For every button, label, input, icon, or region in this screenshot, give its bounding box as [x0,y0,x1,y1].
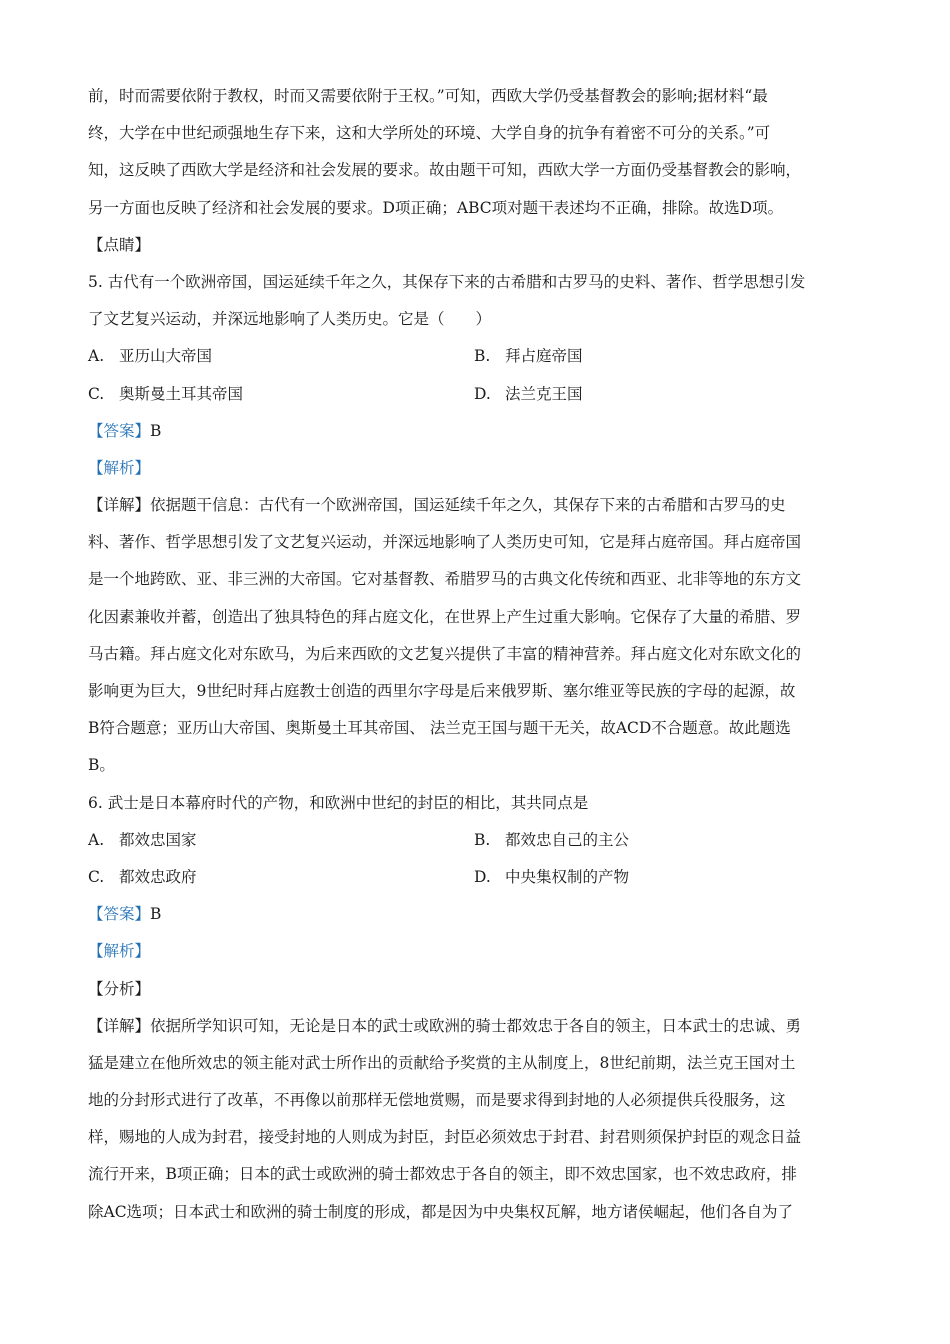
question-5-options-row [88,376,860,413]
detail-line [88,1008,860,1045]
option-b [474,338,860,375]
detail-line: 马古籍。拜占庭文化对东欧马，为后来西欧的文艺复兴提供了丰富的精神营养。拜占庭文化对东欧文化的 [88,644,802,663]
document-page [88,78,860,1231]
option-a [88,338,474,375]
answer-value: B [150,905,162,924]
detail-line: B。 [88,756,115,775]
option-letter: B. [474,347,491,366]
option-text: 都效忠国家 [118,830,197,849]
analysis-tag: 【解析】 [88,942,151,961]
detail-line: 是一个地跨欧、亚、非三洲的大帝国。它对基督教、希腊罗马的古典文化传统和西亚、北非等地的东方文 [88,570,802,589]
option-letter: D. [474,384,491,403]
option-letter: C. [88,384,105,403]
answer-line [88,413,860,450]
question-6-options-row [88,859,860,896]
option-letter: D. [474,867,491,886]
text-line: 另一方面也反映了经济和社会发展的要求。D项正确；ABC项对题干表述均不正确，排除。故选D项。 [88,198,784,217]
detail-line: 料、著作、哲学思想引发了文艺复兴运动，并深远地影响了人类历史可知，它是拜占庭帝国。拜占庭帝国 [88,533,802,552]
text-line: 前，时而需要依附于教权，时而又需要依附于王权。”可知，西欧大学仍受基督教会的影响;据材料“最 [88,87,768,105]
detail-text: 依据所学知识可知，无论是日本的武士或欧洲的骑士都效忠于各自的领主，日本武士的忠诚、勇 [150,1016,802,1035]
detail-line: 地的分封形式进行了改革，不再像以前那样无偿地赏赐，而是要求得到封地的人必须提供兵役服务，这 [88,1091,786,1110]
fenxi-line [88,971,860,1008]
option-text: 法兰克王国 [504,384,583,403]
question-6-stem: 6. 武士是日本幕府时代的产物，和欧洲中世纪的封臣的相比，其共同点是 [88,793,589,812]
option-d [474,859,860,896]
answer-value: B [150,421,162,440]
fenxi-tag: 【分析】 [88,979,151,998]
option-d [474,376,860,413]
analysis-tag: 【解析】 [88,458,151,477]
detail-line: B符合题意；亚历山大帝国、奥斯曼土耳其帝国、 法兰克王国与题干无关，故ACD不合题意。故此题选 [88,719,791,738]
answer-tag: 【答案】 [88,421,151,440]
analysis-line [88,450,860,487]
question-6-options-row [88,822,860,859]
detail-line: 影响更为巨大，9世纪时拜占庭教士创造的西里尔字母是后来俄罗斯、塞尔维亚等民族的字母的起源，故 [88,682,796,700]
dianjing-heading: 【点睛】 [88,235,151,254]
option-text: 都效忠自己的主公 [504,830,629,849]
option-text: 中央集权制的产物 [504,867,629,886]
analysis-line [88,933,860,970]
answer-line [88,896,860,933]
detail-line: 化因素兼收并蓄，创造出了独具特色的拜占庭文化，在世界上产生过重大影响。它保存了大量的希腊、罗 [88,607,802,626]
option-text: 都效忠政府 [118,867,197,886]
question-5-stem: 5. 古代有一个欧洲帝国，国运延续千年之久，其保存下来的古希腊和古罗马的史料、著作、哲学思想引发 [88,272,806,291]
option-a [88,822,474,859]
question-5-options-row [88,338,860,375]
text-line: 终，大学在中世纪顽强地生存下来，这和大学所处的环境、大学自身的抗争有着密不可分的关系。”可 [88,124,771,143]
option-text: 拜占庭帝国 [504,347,583,366]
option-text: 亚历山大帝国 [118,347,212,366]
detail-line: 流行开来，B项正确；日本的武士或欧洲的骑士都效忠于各自的领主，即不效忠国家，也不效忠政府，排 [88,1165,797,1184]
answer-tag: 【答案】 [88,905,151,924]
option-text: 奥斯曼土耳其帝国 [118,384,243,403]
detail-tag: 【详解】 [88,496,151,515]
detail-line: 样，赐地的人成为封君，接受封地的人则成为封臣，封臣必须效忠于封君、封君则须保护封臣的观念日益 [88,1128,802,1147]
text-line: 知，这反映了西欧大学是经济和社会发展的要求。故由题干可知，西欧大学一方面仍受基督教会的影响， [88,161,802,180]
option-letter: A. [88,830,105,849]
detail-tag: 【详解】 [88,1016,151,1035]
option-b [474,822,860,859]
option-c [88,376,474,413]
option-letter: B. [474,830,491,849]
detail-text: 依据题干信息：古代有一个欧洲帝国，国运延续千年之久，其保存下来的古希腊和古罗马的史 [150,496,786,515]
option-c [88,859,474,896]
option-letter: C. [88,867,105,886]
option-letter: A. [88,347,105,366]
detail-line: 猛是建立在他所效忠的领主能对武士所作出的贡献给予奖赏的主从制度上，8世纪前期，法兰克王国对土 [88,1053,796,1072]
detail-line [88,487,860,524]
question-5-stem: 了文艺复兴运动，并深远地影响了人类历史。它是（ ） [88,310,492,329]
detail-line: 除AC选项；日本武士和欧洲的骑士制度的形成，都是因为中央集权瓦解，地方诸侯崛起，他们各自为了 [88,1202,794,1221]
